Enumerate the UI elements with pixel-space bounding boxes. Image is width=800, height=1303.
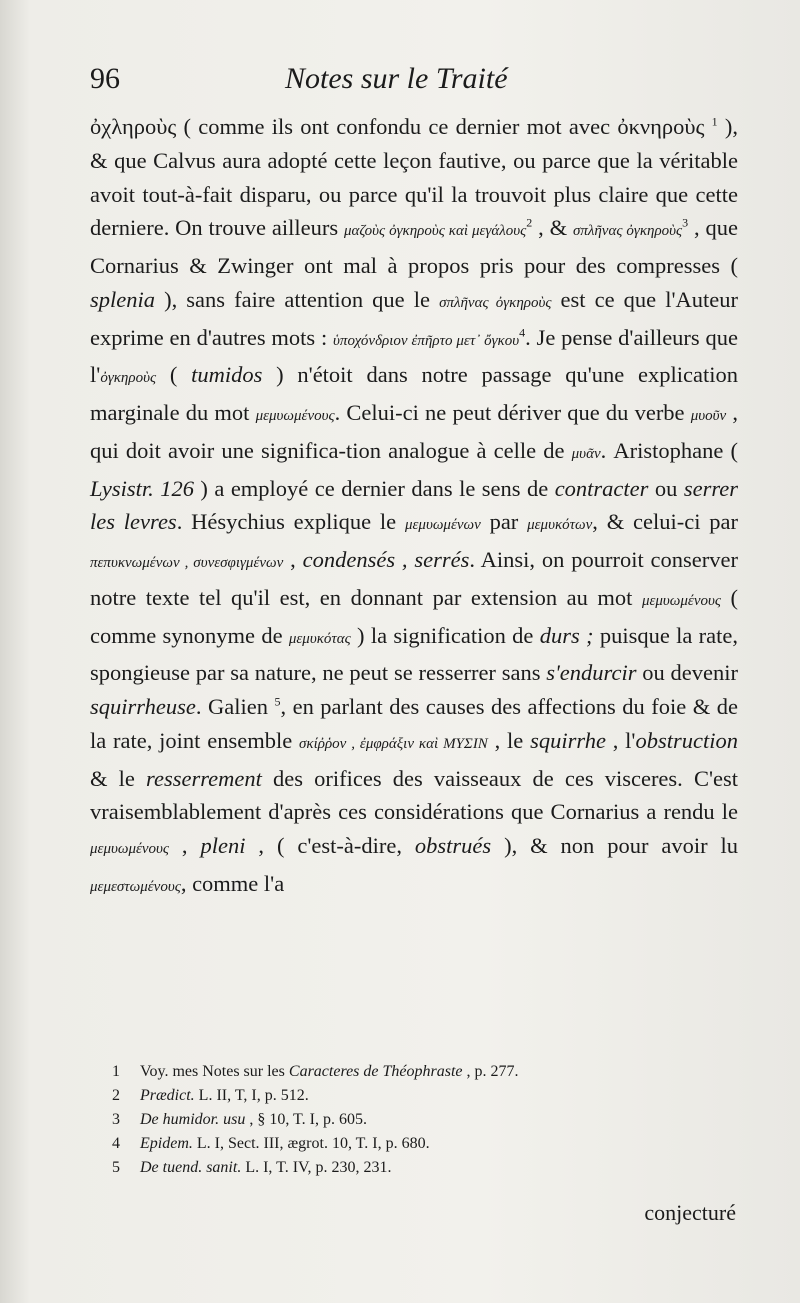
footnote-ref: 4 xyxy=(519,325,526,339)
greek-text: μεμυωμένους xyxy=(641,592,721,609)
greek-text: πεπυκνωμένων , συνεσφιγμένων xyxy=(90,555,284,571)
text-run: . Ainsi, on pourroit conserver notre texte tel qu'il est, en donnant par extension au mot xyxy=(90,547,738,610)
catchword: conjecturé xyxy=(644,1200,736,1225)
text-run: . Celui-ci ne peut dériver que du verbe xyxy=(334,400,691,425)
greek-text: σπλῆνας ὀγκηροὺς xyxy=(572,223,683,240)
italic-term: contracter xyxy=(554,475,649,501)
footnote-number: 5 xyxy=(112,1159,120,1176)
text-run: , le xyxy=(487,727,531,753)
greek-text: μεμυκότας xyxy=(288,630,351,647)
text-run: , & xyxy=(532,215,573,241)
footnote-ref: 3 xyxy=(682,215,689,230)
footnote-number: 1 xyxy=(112,1063,120,1080)
italic-term: squirrheuse xyxy=(90,694,196,719)
text-run: ( comme synonyme de xyxy=(90,584,738,648)
italic-term: Lysistr. 126 xyxy=(90,475,194,501)
text-run: est ce que l'Auteur exprime en d'autres mots : xyxy=(90,286,738,350)
text-run: . Hésychius explique le xyxy=(176,509,405,535)
italic-term: s'endurcir xyxy=(546,660,637,686)
text-run: . Galien xyxy=(195,694,275,719)
footnote-source: De tuend. sanit. xyxy=(140,1159,242,1176)
text-run: puisque la rate, spongieuse par sa nature, ne peut se resserrer sans xyxy=(90,622,738,686)
footnote-text: Voy. mes Notes sur les xyxy=(140,1063,289,1080)
paragraph xyxy=(90,110,738,905)
text-run: , en parlant des causes des affections du foie & de la rate, joint ensemble xyxy=(90,694,738,753)
greek-text: μεμυκότων xyxy=(527,517,593,534)
greek-text: μεμυωμένων xyxy=(404,517,481,534)
greek-text: σκίῤῥον , ἐμφράξιν καὶ ΜΥΣΙΝ xyxy=(299,735,488,752)
text-run: . Je pense d'ailleurs que l' xyxy=(90,324,738,388)
footnote-text: , § 10, T. I, p. 605. xyxy=(245,1111,367,1128)
text-run: ὀχληροὺς ( comme ils ont confondu ce dernier mot avec ὀκνηροὺς xyxy=(90,114,712,139)
italic-term: obstruction xyxy=(635,727,738,753)
text-run: , xyxy=(283,547,303,572)
text-run: ) la signification de xyxy=(350,622,540,648)
text-run: , & celui-ci par xyxy=(592,509,738,535)
footnote xyxy=(112,1108,752,1132)
main-text xyxy=(90,110,738,905)
text-run: des orifices des vaisseaux de ces visceres. C'est vraisemblablement d'après ces considérations que Cornarius a rendu le xyxy=(90,765,738,825)
footnote-source: Epidem. xyxy=(140,1135,193,1152)
footnote-ref: 2 xyxy=(526,215,533,230)
footnote-number: 4 xyxy=(112,1135,120,1152)
text-run: ou xyxy=(648,475,684,501)
footnote xyxy=(112,1132,752,1156)
text-run: ), & que Calvus aura adopté cette leçon fautive, ou parce que la véritable avoit tout-à-fait disparu, ou parce qu'il la trouvoit plus claire que cette derniere. On trouve ailleurs xyxy=(90,114,738,241)
text-run: , l' xyxy=(605,727,636,753)
footnote-number: 3 xyxy=(112,1111,120,1128)
italic-term: splenia xyxy=(90,286,155,312)
footnote-text: L. I, Sect. III, ægrot. 10, T. I, p. 680. xyxy=(192,1135,430,1152)
footnote-source: De humidor. usu xyxy=(140,1111,246,1128)
running-title: Notes sur le Traité xyxy=(285,62,508,95)
text-run: ), & non pour avoir lu xyxy=(491,833,739,858)
italic-term: resserrement xyxy=(146,765,262,791)
text-run: ( xyxy=(156,362,192,388)
page-number: 96 xyxy=(90,62,120,95)
italic-term: serrer les levres xyxy=(90,475,739,535)
footnote-source: Caracteres de Théophraste xyxy=(288,1063,463,1080)
footnote-ref: 5 xyxy=(274,694,281,709)
italic-term: obstrués xyxy=(414,833,492,858)
text-run: , ( c'est-à-dire, xyxy=(245,833,415,858)
text-run: ou devenir xyxy=(636,660,738,686)
footnote-text: L. I, T. IV, p. 230, 231. xyxy=(241,1159,392,1176)
text-run: , comme l'a xyxy=(180,870,285,896)
text-run: , qui doit avoir une significa-tion analogue à celle de xyxy=(90,400,738,463)
greek-text: σπλῆνας ὀγκηροὺς xyxy=(439,294,552,311)
text-run: ) n'étoit dans notre passage qu'une explication marginale du mot xyxy=(90,362,738,425)
text-run: par xyxy=(480,509,528,535)
footnote xyxy=(112,1084,752,1108)
text-run: , xyxy=(169,833,201,858)
text-run: , que Cornarius & Zwinger ont mal à propos pris pour des compresses ( xyxy=(90,215,738,278)
footnote-text: , p. 277. xyxy=(462,1063,519,1080)
footnote-ref: 1 xyxy=(711,114,718,129)
greek-text: ὑποχόνδριον ἐπῆρτο μετ᾽ ὄγκου xyxy=(333,332,520,349)
greek-text: μεμυωμένους xyxy=(90,841,170,857)
text-run: & le xyxy=(90,765,147,791)
footnote-source: Prædict. xyxy=(140,1087,195,1104)
footnote-number: 2 xyxy=(112,1087,120,1104)
greek-text: ὀγκηροὺς xyxy=(100,370,157,387)
italic-term: squirrhe xyxy=(530,727,606,753)
italic-term: pleni xyxy=(200,833,246,858)
italic-term: durs ; xyxy=(539,622,594,648)
text-run: . Aristophane ( xyxy=(600,437,738,463)
greek-text: μαζοὺς ὀγκηροὺς καὶ μεγάλους xyxy=(344,223,527,240)
greek-text: μεμεστωμένους xyxy=(90,878,181,895)
italic-term: condensés , serrés xyxy=(302,547,470,572)
greek-text: μυᾶν xyxy=(571,445,601,462)
footnote-text: L. II, T, I, p. 512. xyxy=(194,1087,309,1104)
greek-text: μεμυωμένους xyxy=(255,408,335,424)
italic-term: tumidos xyxy=(191,362,263,388)
footnote xyxy=(112,1156,752,1180)
footnote xyxy=(112,1060,752,1084)
running-header xyxy=(90,62,750,102)
greek-text: μυοῦν xyxy=(690,408,727,424)
footnotes xyxy=(112,1060,752,1180)
text-run: ), sans faire attention que le xyxy=(155,286,440,312)
text-run: ) a employé ce dernier dans le sens de xyxy=(193,475,555,501)
